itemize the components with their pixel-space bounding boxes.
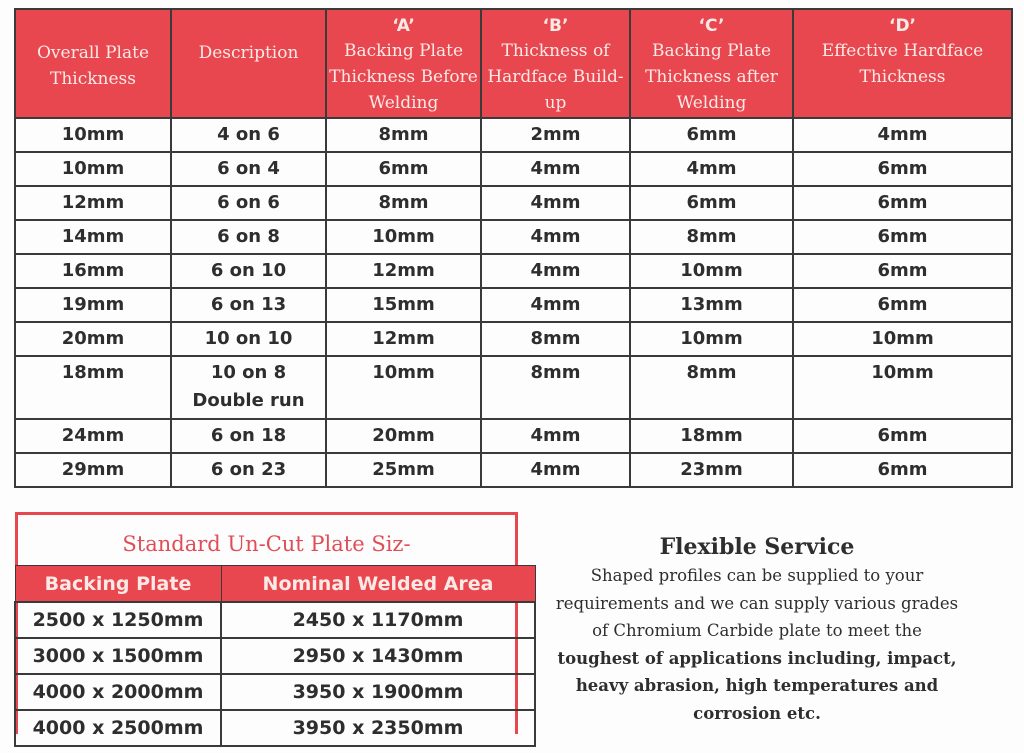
header-overall-thickness (15, 9, 171, 118)
cell-value: 4mm (530, 226, 581, 247)
table-row (15, 356, 1012, 419)
table-cell (326, 453, 481, 487)
table-row (15, 322, 1012, 356)
header-backing-plate: Backing Plate (15, 566, 221, 603)
cell-value: 10mm (871, 362, 934, 383)
cell-value: 4mm (877, 124, 928, 145)
cell-value: 13mm (680, 294, 743, 315)
header-code: ‘D’ (888, 16, 917, 36)
cell-value: 6mm (877, 294, 928, 315)
cell-value: 29mm (61, 459, 125, 480)
table-cell (630, 152, 793, 186)
cell-value: 10mm (61, 158, 125, 179)
table-cell (15, 186, 171, 220)
table-cell (15, 118, 171, 152)
cell-value: 14mm (61, 226, 125, 247)
table-cell (326, 118, 481, 152)
flexible-service-section (552, 532, 962, 727)
table-cell (15, 220, 171, 254)
table-cell (15, 356, 171, 419)
table-cell (481, 288, 630, 322)
cell-value: 10mm (871, 328, 934, 349)
cell-value: 4mm (686, 158, 737, 179)
table-row (15, 453, 1012, 487)
cell-value: 12mm (372, 328, 435, 349)
header-b (481, 9, 630, 118)
sizes-cell: 2500 x 1250mm (15, 602, 221, 638)
cell-value: 6 on 6 (217, 192, 280, 213)
table-cell (481, 220, 630, 254)
plate-thickness-table (14, 8, 1013, 488)
table-cell (171, 322, 326, 356)
table-cell (481, 152, 630, 186)
table-cell (793, 254, 1012, 288)
header-label: Backing Plate Thickness after Welding (645, 41, 778, 113)
cell-value: 4 on 6 (217, 124, 280, 145)
header-label: Description (198, 43, 299, 63)
cell-value: 10mm (372, 362, 435, 383)
table-cell (171, 419, 326, 453)
table-cell (326, 419, 481, 453)
cell-value: 6mm (877, 226, 928, 247)
table-cell (630, 356, 793, 419)
table-cell (15, 322, 171, 356)
table-cell (793, 220, 1012, 254)
table-cell (171, 186, 326, 220)
table-cell (15, 419, 171, 453)
table-header-row (15, 9, 1012, 118)
table-cell (630, 220, 793, 254)
header-description (171, 9, 326, 118)
cell-value: 6mm (877, 158, 928, 179)
table-cell (171, 118, 326, 152)
cell-value: 24mm (61, 425, 125, 446)
cell-value: 8mm (686, 226, 737, 247)
sizes-row (15, 710, 535, 746)
service-text (552, 562, 962, 727)
cell-value: 6 on 18 (210, 425, 287, 446)
table-cell (630, 453, 793, 487)
table-cell (793, 152, 1012, 186)
header-code: ‘A’ (392, 16, 415, 36)
table-cell (630, 186, 793, 220)
header-code: ‘B’ (542, 16, 569, 36)
table-cell (630, 254, 793, 288)
table-cell (326, 254, 481, 288)
table-cell (793, 453, 1012, 487)
cell-value: 6 on 4 (217, 158, 280, 179)
service-text-regular: Shaped profiles can be supplied to your requirements and we can supply various grades of Chromium Carbide plate to meet the (555, 566, 959, 640)
table-cell (171, 152, 326, 186)
cell-value: 18mm (680, 425, 743, 446)
cell-value: 6mm (686, 124, 737, 145)
sizes-cell: 3950 x 1900mm (221, 674, 535, 710)
cell-value: 4mm (530, 158, 581, 179)
table-cell (171, 254, 326, 288)
table-cell (171, 453, 326, 487)
cell-value: 6mm (378, 158, 429, 179)
cell-value: 8mm (686, 362, 737, 383)
sizes-header-row (15, 566, 535, 603)
header-d (793, 9, 1012, 118)
cell-value: 6mm (877, 260, 928, 281)
table-row (15, 118, 1012, 152)
table-cell (793, 356, 1012, 419)
table-row (15, 186, 1012, 220)
cell-value: 15mm (372, 294, 435, 315)
table-cell (326, 152, 481, 186)
table-cell (171, 220, 326, 254)
cell-value: 18mm (61, 362, 125, 383)
table-cell (326, 220, 481, 254)
header-label: Effective Hardface Thickness (821, 41, 984, 87)
cell-value: 6mm (877, 459, 928, 480)
cell-value: 23mm (680, 459, 743, 480)
table-row (15, 254, 1012, 288)
cell-value: 19mm (61, 294, 125, 315)
cell-value: 10mm (680, 260, 743, 281)
cell-value: 4mm (530, 294, 581, 315)
sizes-row (15, 602, 535, 638)
table-cell (793, 322, 1012, 356)
table-cell (481, 254, 630, 288)
cell-value: 20mm (372, 425, 435, 446)
table-cell (171, 288, 326, 322)
sizes-cell: 3000 x 1500mm (15, 638, 221, 674)
header-label: Thickness of Hardface Build-up (487, 41, 624, 113)
table-cell (793, 419, 1012, 453)
cell-value: 6mm (686, 192, 737, 213)
sizes-cell: 4000 x 2500mm (15, 710, 221, 746)
cell-value: 12mm (61, 192, 125, 213)
table-row (15, 419, 1012, 453)
sizes-cell: 2950 x 1430mm (221, 638, 535, 674)
service-title: Flexible Service (659, 534, 855, 560)
table-cell (15, 152, 171, 186)
table-cell (481, 186, 630, 220)
service-text-bold: toughest of applications including, impact, heavy abrasion, high temperatures and corrosion etc. (557, 648, 957, 723)
table-cell (793, 118, 1012, 152)
table-cell (326, 288, 481, 322)
cell-value: 16mm (61, 260, 125, 281)
cell-value: 10mm (372, 226, 435, 247)
cell-value: 10mm (61, 124, 125, 145)
standard-sizes-table (14, 565, 536, 747)
table-cell (15, 453, 171, 487)
cell-value: 25mm (372, 459, 435, 480)
header-label: Overall Plate Thickness (36, 43, 150, 89)
cell-value: 4mm (530, 260, 581, 281)
sizes-cell: 4000 x 2000mm (15, 674, 221, 710)
table-cell (481, 453, 630, 487)
cell-value: 6mm (877, 192, 928, 213)
cell-value: 4mm (530, 192, 581, 213)
header-nominal-area: Nominal Welded Area (221, 566, 535, 603)
table-cell (481, 322, 630, 356)
table-cell (793, 186, 1012, 220)
table-cell (630, 419, 793, 453)
header-c (630, 9, 793, 118)
cell-value: 10 on 10 (204, 328, 293, 349)
cell-value: 8mm (378, 192, 429, 213)
cell-value: 12mm (372, 260, 435, 281)
cell-value: 6 on 10 (210, 260, 287, 281)
table-cell (481, 118, 630, 152)
table-cell (326, 186, 481, 220)
table-cell (630, 322, 793, 356)
table-row (15, 288, 1012, 322)
sizes-row (15, 638, 535, 674)
cell-value: 6 on 8 (217, 226, 280, 247)
cell-value: 10 on 8 (210, 362, 287, 383)
sizes-title: Standard Un-Cut Plate Siz- (122, 532, 411, 556)
cell-value: 8mm (378, 124, 429, 145)
cell-value: 20mm (61, 328, 125, 349)
header-a (326, 9, 481, 118)
table-cell (793, 288, 1012, 322)
table-cell (481, 419, 630, 453)
cell-value: 4mm (530, 425, 581, 446)
cell-value: 8mm (530, 362, 581, 383)
sizes-cell: 2450 x 1170mm (221, 602, 535, 638)
header-code: ‘C’ (698, 16, 725, 36)
cell-value: 2mm (530, 124, 581, 145)
table-cell (326, 322, 481, 356)
table-cell (630, 288, 793, 322)
sizes-row (15, 674, 535, 710)
table-row (15, 220, 1012, 254)
cell-value: 6 on 23 (210, 459, 287, 480)
cell-value: 4mm (530, 459, 581, 480)
table-cell (326, 356, 481, 419)
cell-note: Double run (192, 390, 305, 411)
cell-value: 6mm (877, 425, 928, 446)
table-row (15, 152, 1012, 186)
header-label: Backing Plate Thickness Before Welding (329, 41, 478, 113)
table-cell (630, 118, 793, 152)
table-cell (15, 254, 171, 288)
cell-value: 8mm (530, 328, 581, 349)
sizes-cell: 3950 x 2350mm (221, 710, 535, 746)
cell-value: 6 on 13 (210, 294, 287, 315)
table-cell (15, 288, 171, 322)
cell-value: 10mm (680, 328, 743, 349)
table-cell (481, 356, 630, 419)
table-cell (171, 356, 326, 419)
